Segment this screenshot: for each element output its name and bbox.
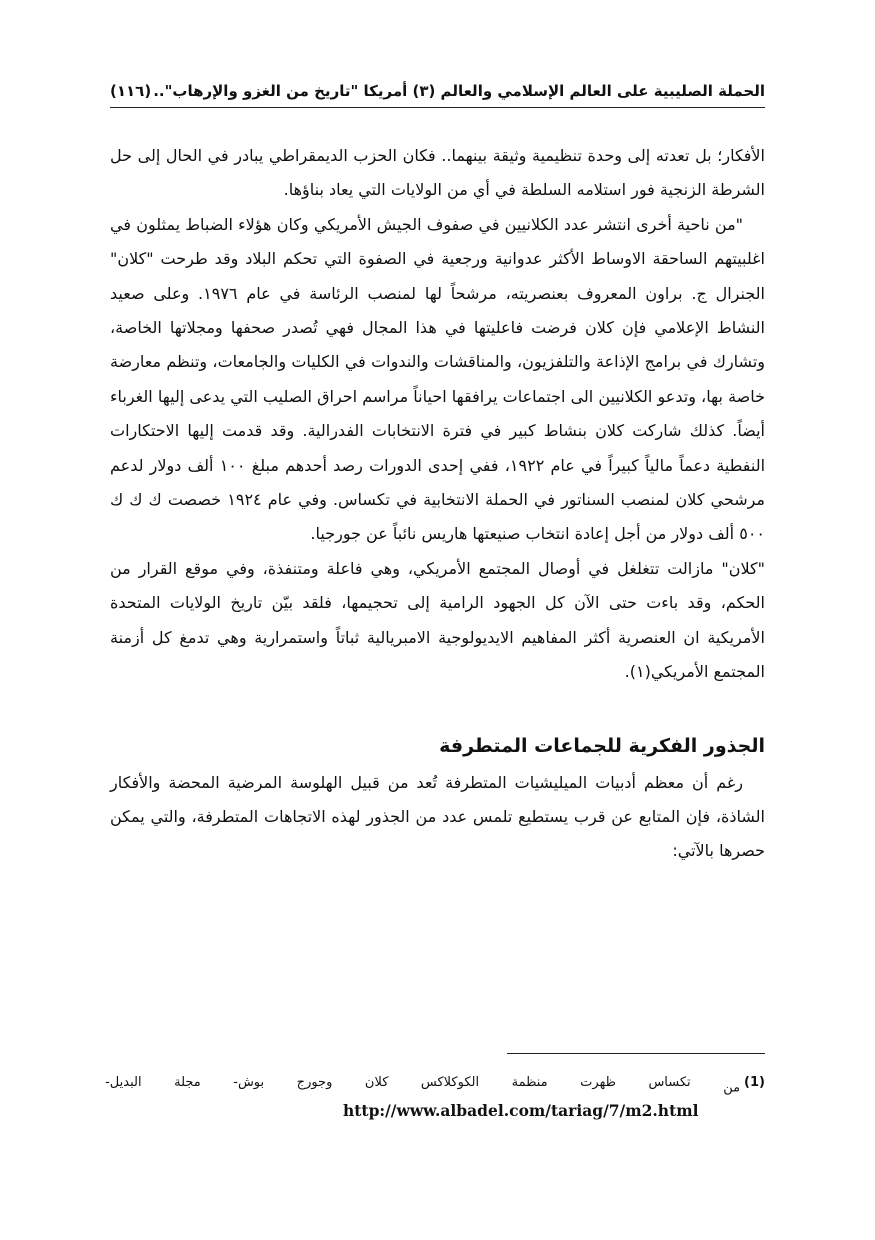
footnote-word: الكوكلاكس [420,1075,480,1090]
page-number: (١١٦) [110,82,152,100]
page [110,80,765,869]
footnote-word: تكساس [648,1075,691,1090]
body-text [110,139,765,869]
footnote-separator [507,1053,765,1054]
running-header [110,80,765,108]
footnote-word: كلان [364,1075,389,1090]
footnote-word: وجورج [296,1075,333,1090]
paragraph: الأفكار؛ بل تعدته إلى وحدة تنظيمية وثيقة بينهما.. فكان الحزب الديمقراطي يبادر في الحال إلى حل الشرطة الزنجية فور استلامه السلطة في أي من الولايات التي يعاد بناؤها. [110,146,765,200]
footnote-word: مجلة [174,1075,201,1090]
footnote-marker: $^{(1)}$من [723,1075,765,1096]
footnote-word: ظهرت [580,1075,616,1090]
footnote-word: البديل- [105,1075,142,1090]
header-title: الحملة الصليبية على العالم الإسلامي والعالم (٣) أمريكا "تاريخ من الغزو والإرهاب".. [153,82,765,100]
paragraph: رغم أن معظم أدبيات الميليشيات المتطرفة تُعد من قبيل الهلوسة المرضية المحضة والأفكار الشاذة، فإن المتابع عن قرب يستطيع تلمس عدد من الجذور لهذه الاتجاهات المتطرفة، والتي يمكن حصرها بالآتي: [110,772,765,861]
paragraph: "من ناحية أخرى انتشر عدد الكلانيين في صفوف الجيش الأمريكي وكان هؤلاء الضباط يمثلون في اغلبيتهم الساحقة الاوساط الأكثر عدوانية ورجعية في الصفوة التي تحكم البلاد وقد طرحت "كلان" الجنرال ج. براون المعروف بعنصريته، مرشحاً لها لمنصب الرئاسة في عام ١٩٧٦. وعلى صعيد النشاط الإعلامي فإن كلان فرضت فاعليتها في هذا المجال فهي تُصدر صحفها ومجلاتها الخاصة، وتشارك في برامج الإذاعة والتلفزيون، والمناقشات والندوات في الكليات والجامعات، وتنظم معارضة خاصة بها، وتدعو الكلانيين الى اجتماعات يرافقها احياناً مراسم احراق الصليب التي يدعى إليها الغرباء أيضاً. كذلك شاركت كلان بنشاط كبير في فترة الانتخابات الفدرالية. وقد قدمت إليها الاحتكارات النفطية دعماً مالياً كبيراً في عام ١٩٢٢، ففي إحدى الدورات رصد أحدهم مبلغ ١٠٠ ألف دولار لدعم مرشحي كلان لمنصب السناتور في الحملة الانتخابية في تكساس. وفي عام ١٩٢٤ خصصت ك ك ك ٥٠٠ ألف دولار من أجل إعادة انتخاب صنيعتها هاريس نائباً عن جورجيا. [110,214,766,544]
section-heading: الجذور الفكرية للجماعات المتطرفة [439,734,765,757]
footnote [105,1072,765,1123]
footnote-url-link[interactable]: http://www.albadel.com/tariag/7/m2.html [343,1101,699,1121]
paragraph: "كلان" مازالت تتغلغل في أوصال المجتمع الأمريكي، وهي فاعلة ومتنفذة، وفي موقع القرار من الحكم، وقد باءت حتى الآن كل الجهود الرامية إلى تحجيمها، فلقد بيّن تاريخ الولايات المتحدة الأمريكية ان العنصرية أكثر المفاهيم الايديولوجية الامبريالية ثباتاً واستمرارية وهي تدمغ كل أزمنة المجتمع الأمريكي(١). [110,558,765,682]
footnote-text [105,1072,765,1099]
footnote-word: بوش- [233,1075,265,1090]
footnote-word: منظمة [511,1075,548,1090]
